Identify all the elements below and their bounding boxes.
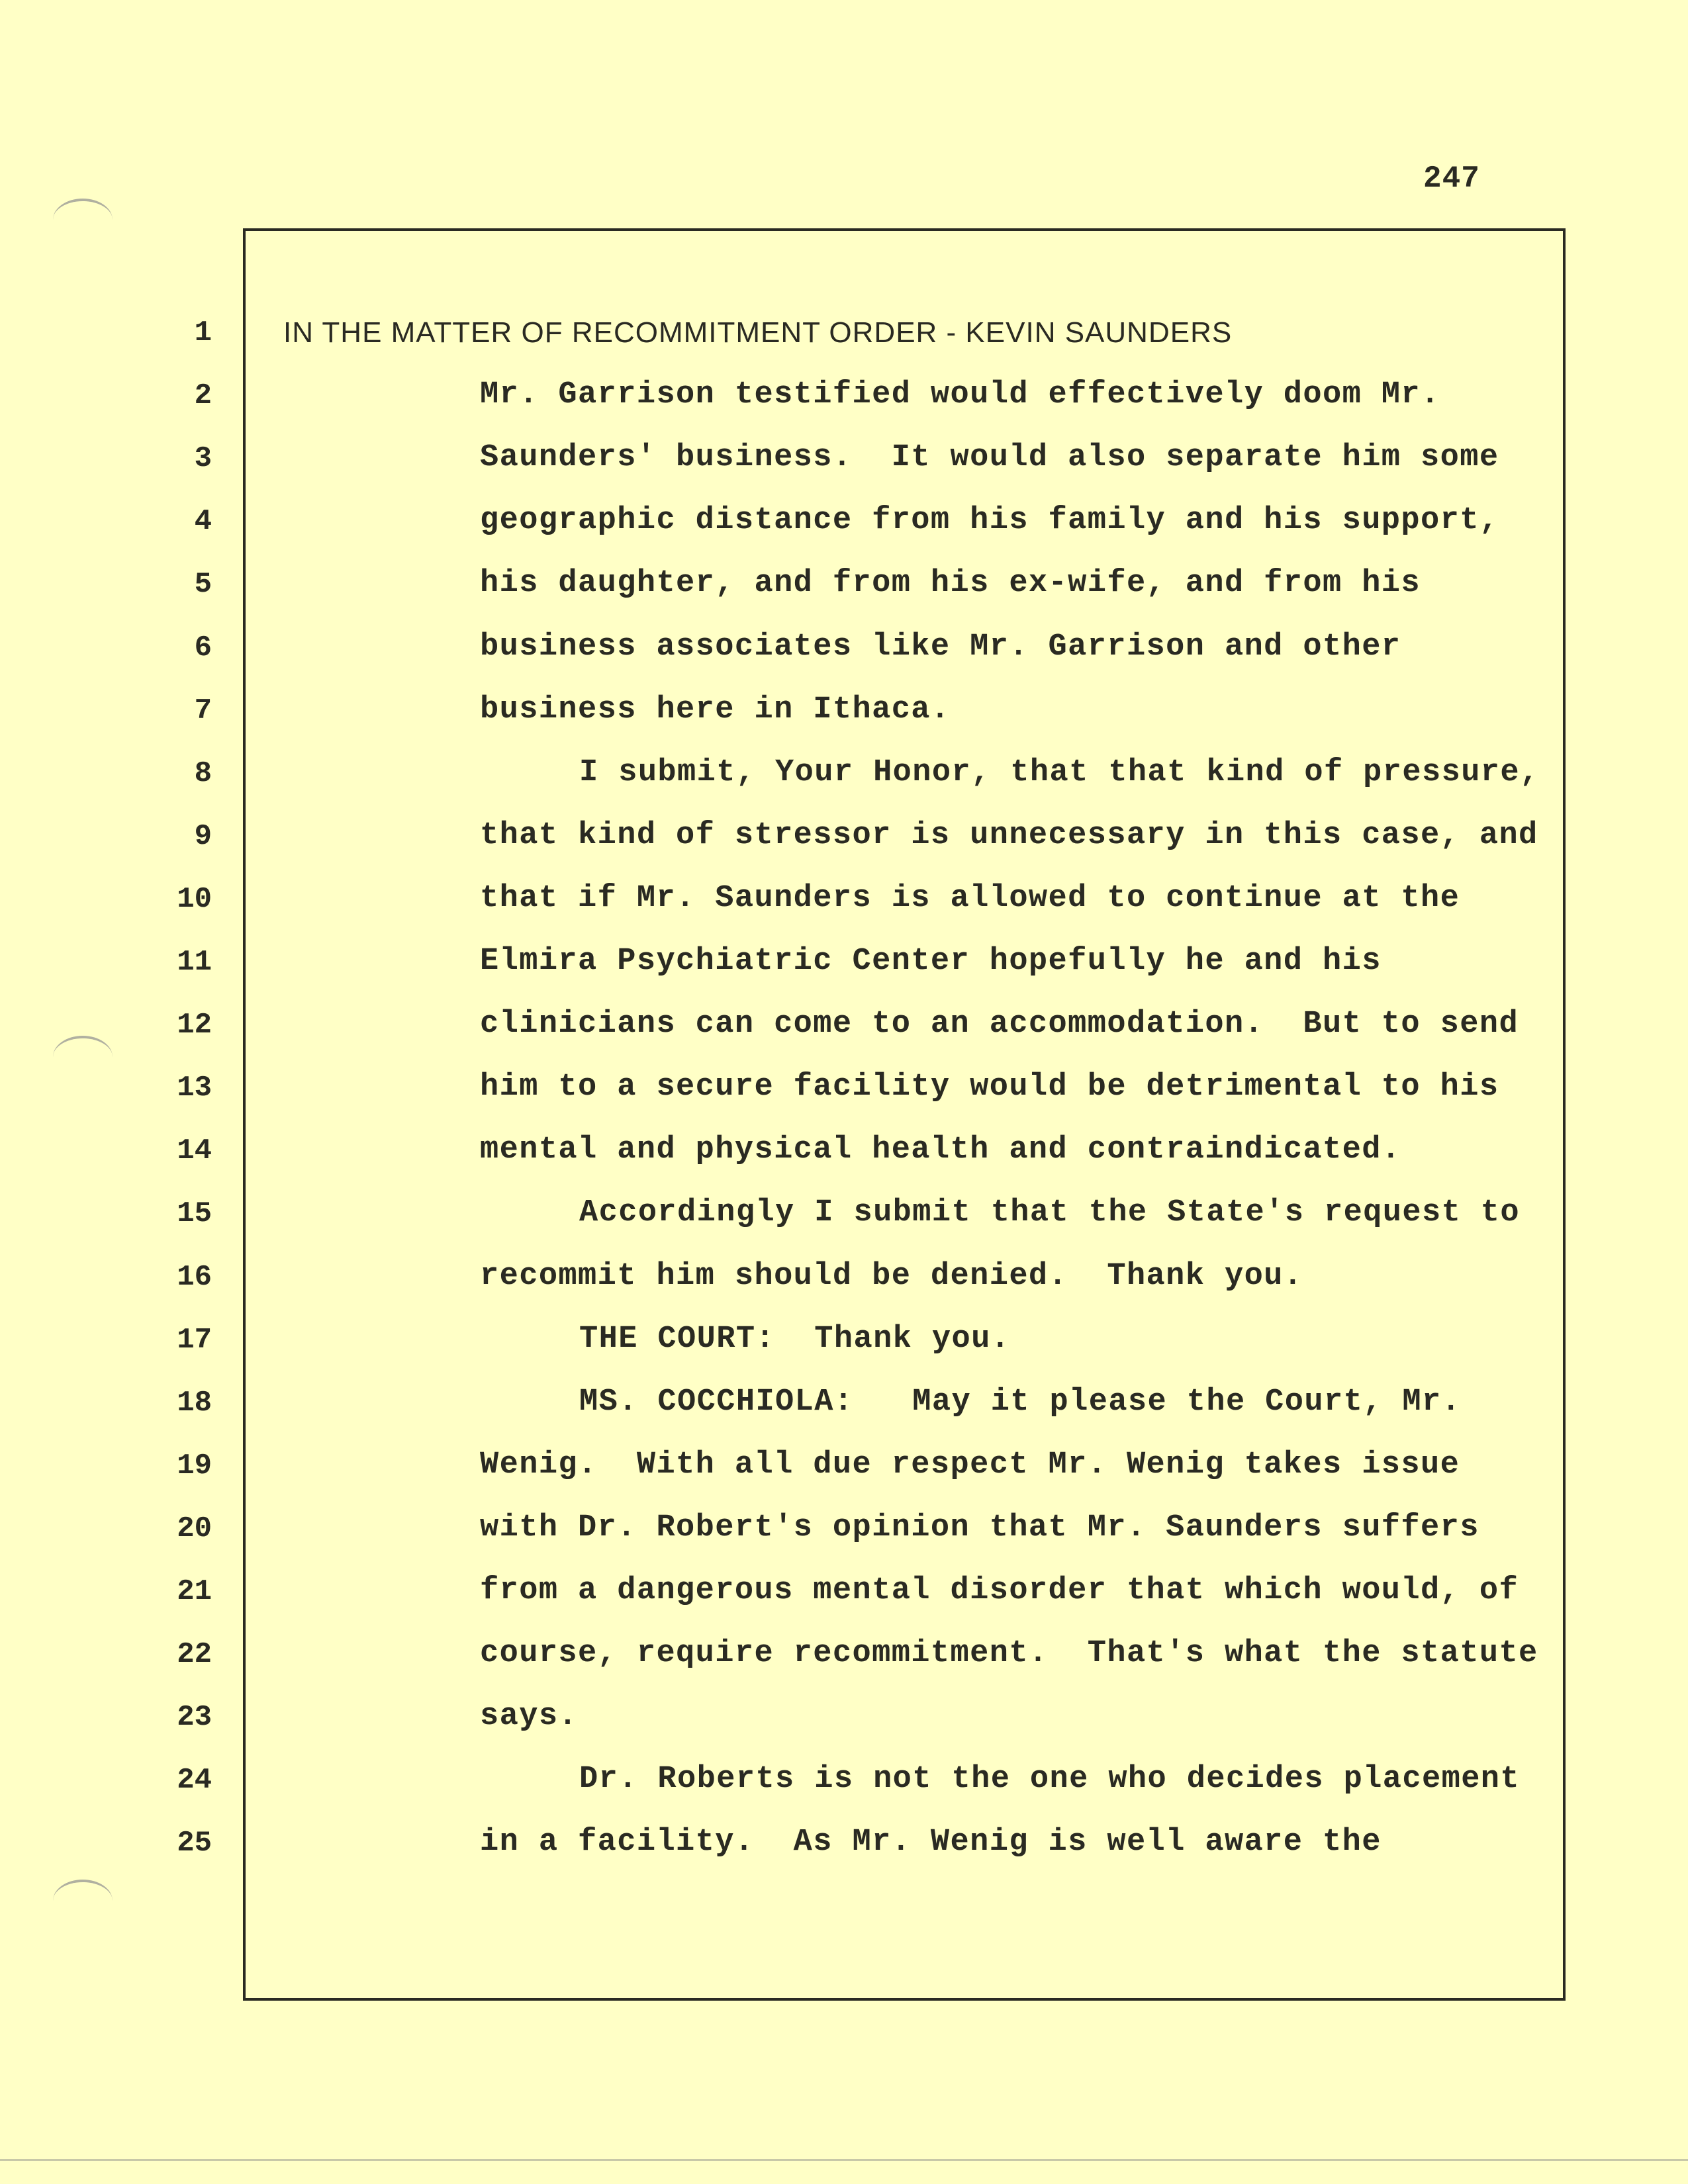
transcript-line: Dr. Roberts is not the one who decides placement xyxy=(579,1762,1521,1797)
punch-hole-bottom xyxy=(53,1880,113,1922)
transcript-line: in a facility. As Mr. Wenig is well aware the xyxy=(480,1825,1382,1860)
transcript-line: THE COURT: Thank you. xyxy=(579,1321,1011,1357)
page-bottom-edge xyxy=(0,2159,1688,2161)
transcript-line: business here in Ithaca. xyxy=(480,692,951,727)
line-number: 18 xyxy=(177,1386,212,1420)
line-number: 19 xyxy=(177,1449,212,1482)
transcript-line: him to a secure facility would be detrimental to his xyxy=(480,1069,1499,1105)
transcript-line: mental and physical health and contraindicated. xyxy=(480,1132,1401,1168)
case-caption: IN THE MATTER OF RECOMMITMENT ORDER - KEVIN SAUNDERS xyxy=(283,316,1233,349)
transcript-line: business associates like Mr. Garrison and other xyxy=(480,629,1401,664)
punch-hole-top xyxy=(53,199,113,241)
transcript-line: that kind of stressor is unnecessary in this case, and xyxy=(480,817,1538,853)
line-number: 11 xyxy=(177,946,212,979)
line-number: 20 xyxy=(177,1512,212,1545)
line-number: 8 xyxy=(194,756,212,790)
transcript-line: from a dangerous mental disorder that which would, of xyxy=(480,1573,1519,1608)
transcript-line: Accordingly I submit that the State's request to xyxy=(579,1195,1521,1231)
line-number: 22 xyxy=(177,1638,212,1672)
page-number: 247 xyxy=(1423,161,1480,196)
transcript-line: Saunders' business. It would also separate him some xyxy=(480,440,1499,476)
line-number: 12 xyxy=(177,1009,212,1042)
transcript-line: course, require recommitment. That's what the statute xyxy=(480,1636,1538,1672)
transcript-line: says. xyxy=(480,1699,579,1735)
line-number: 14 xyxy=(177,1134,212,1168)
transcript-line: I submit, Your Honor, that that kind of pressure, xyxy=(579,754,1540,790)
line-number: 17 xyxy=(177,1323,212,1357)
transcript-line: recommit him should be denied. Thank you. xyxy=(480,1258,1303,1294)
line-number: 3 xyxy=(194,442,212,476)
line-number: 7 xyxy=(194,694,212,727)
line-number: 1 xyxy=(194,316,212,349)
line-number: 25 xyxy=(177,1827,212,1860)
line-number: 13 xyxy=(177,1071,212,1105)
line-number: 10 xyxy=(177,882,212,916)
transcript-line: Wenig. With all due respect Mr. Wenig takes issue xyxy=(480,1447,1460,1482)
transcript-line: geographic distance from his family and his support, xyxy=(480,503,1499,539)
line-number: 9 xyxy=(194,819,212,853)
transcript-line: Elmira Psychiatric Center hopefully he and his xyxy=(480,944,1382,979)
line-number: 16 xyxy=(177,1260,212,1294)
transcript-frame xyxy=(243,228,1566,2001)
line-number: 4 xyxy=(194,505,212,539)
transcript-line: MS. COCCHIOLA: May it please the Court, Mr. xyxy=(579,1384,1462,1420)
line-number: 21 xyxy=(177,1575,212,1608)
line-number: 15 xyxy=(177,1197,212,1231)
line-number: 23 xyxy=(177,1701,212,1735)
line-number: 6 xyxy=(194,631,212,664)
transcript-line: clinicians can come to an accommodation. But to send xyxy=(480,1007,1519,1042)
line-number: 2 xyxy=(194,379,212,413)
transcript-line: Mr. Garrison testified would effectively doom Mr. xyxy=(480,377,1440,413)
transcript-line: his daughter, and from his ex-wife, and from his xyxy=(480,566,1421,602)
transcript-line: with Dr. Robert's opinion that Mr. Saunders suffers xyxy=(480,1510,1479,1545)
line-number: 5 xyxy=(194,568,212,602)
line-number: 24 xyxy=(177,1764,212,1797)
punch-hole-middle xyxy=(53,1036,113,1078)
transcript-line: that if Mr. Saunders is allowed to continue at the xyxy=(480,880,1460,916)
